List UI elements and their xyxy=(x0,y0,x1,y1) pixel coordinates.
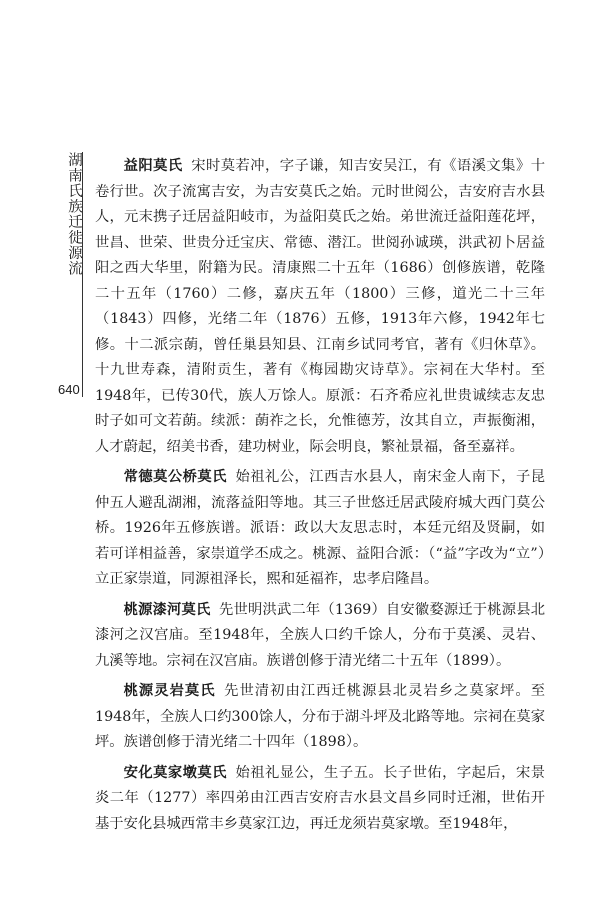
page-number: 640 xyxy=(58,382,80,397)
entry-paragraph xyxy=(95,679,545,756)
margin-rule xyxy=(82,152,83,397)
entry-paragraph xyxy=(95,761,545,838)
entry-heading: 安化莫家墩莫氏 xyxy=(123,764,227,781)
entry-paragraph xyxy=(95,465,545,593)
entry-heading: 益阳莫氏 xyxy=(123,158,183,174)
entry-body: 先世明洪武二年（1369）自安徽婺源迁于桃源县北漆河之汉宫庙。至1948年，全族人口约千馀人，分布于莫溪、灵岩、九溪等地。宗祠在汉宫庙。族谱创修于清光绪二十五年（1899）。 xyxy=(95,601,545,669)
entry-heading: 桃源漆河莫氏 xyxy=(123,601,211,618)
entry-paragraph xyxy=(95,154,545,460)
entry-body: 先世清初由江西迁桃源县北灵岩乡之莫家坪。至1948年，全族人口约300馀人，分布于湖斗坪及北路等地。宗祠在莫家坪。族谱创修于清光绪二十四年（1898）。 xyxy=(95,683,545,750)
entry-body: 始祖礼显公，生子五。长子世佑，字起后，宋景炎二年（1277）率四弟由江西吉安府吉水县文昌乡同时迁湘，世佑开基于安化县城西常丰乡莫家江边，再迁龙须岩莫家墩。至1948年， xyxy=(95,764,546,832)
entry-body: 宋时莫若冲，字子谦，知吉安吴江，有《语溪文集》十卷行世。次子流寓吉安，为吉安莫氏之始。元时世阅公，吉安府吉水县人，元末携子迁居益阳岐市，为益阳莫氏之始。弟世流迁益阳莲花坪，世昌、世荣、世贵分迁宝庆、常德、潜江。世阅孙诚瑛，洪武初卜居益阳之西大华里，附籍为民。清康熙二十五年（1686）创修族谱，乾隆二十五年（1760）二修，嘉庆五年（1800）三修，道光二十三年（1843）四修，光绪二年（1876）五修，1913年六修，1942年七修。十二派宗蓢，曾任巢县知县、江南乡试同考官，著有《归休草》。十九世寿森，清附贡生，著有《梅园勘灾诗草》。宗祠在大华村。至1948年，已传30代，族人万馀人。原派：石齐希应礼世贵诚续志友忠时子如可文若蓢。续派：蓢祚之长，允惟德芳，汝其自立，声振衡湘，人才蔚起，绍美书香，建功树业，际会明良，繁祉景福，备至嘉祥。 xyxy=(95,158,546,455)
entry-body: 始祖礼公，江西吉水县人，南宋金人南下，子昆仲五人避乱湖湘，流落益阳等地。其三子世悠迁居武陵府城大西门莫公桥。1926年五修族谱。派语：政以大友思志时，本廷元绍及贤嗣，如若可详相益善，家崇道学丕成之。桃源、益阳合派：（“益”字改为“立”）立正家崇道，同源祖泽长，熙和延福祚，忠孝启隆昌。 xyxy=(95,469,546,587)
entry-paragraph xyxy=(95,598,545,675)
entry-heading: 桃源灵岩莫氏 xyxy=(123,683,216,699)
running-title: 湖南氏族迁徙源流 xyxy=(66,152,82,276)
entry-heading: 常德莫公桥莫氏 xyxy=(123,469,227,485)
main-text xyxy=(95,154,545,842)
